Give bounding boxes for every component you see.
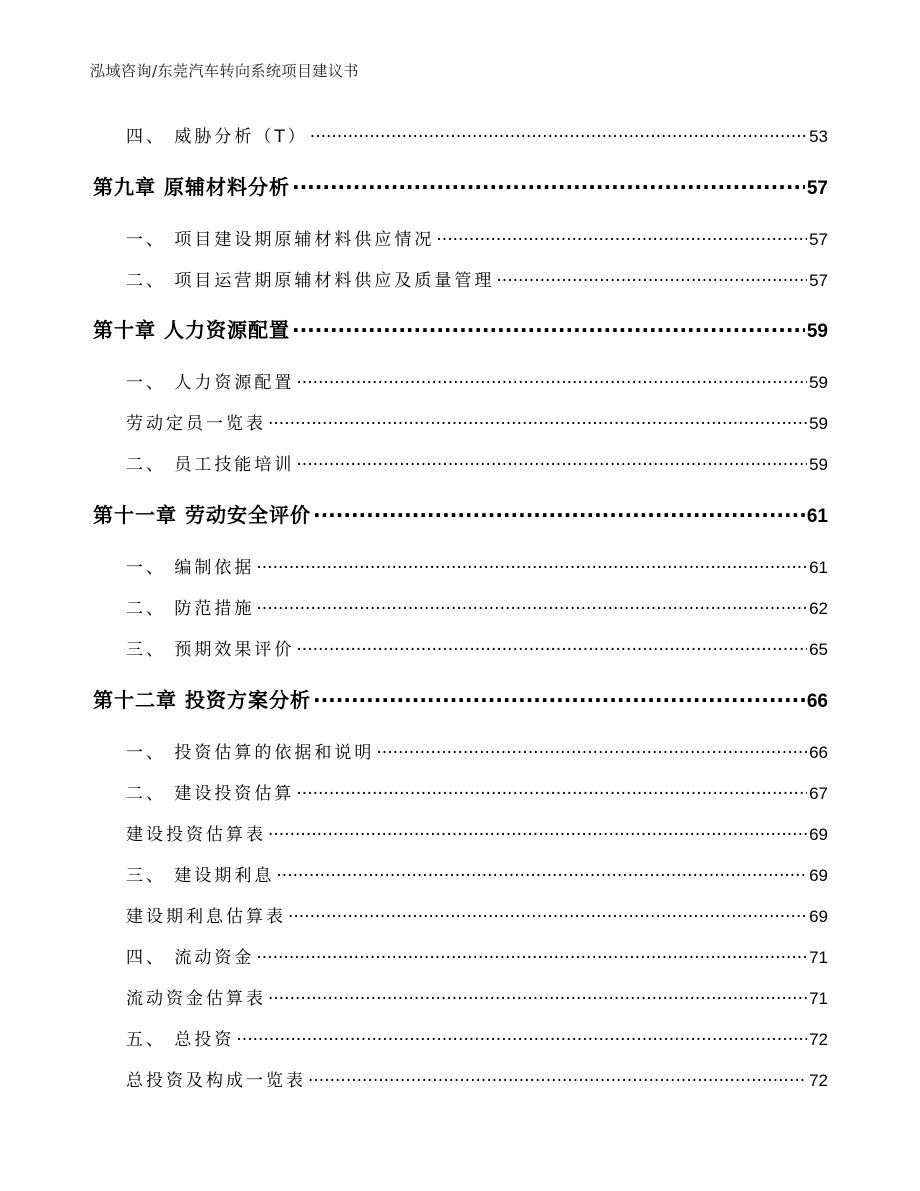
- toc-entry-label: 第十二章 投资方案分析: [93, 688, 311, 712]
- toc-entry-page: 57: [809, 230, 828, 249]
- toc-entry-page: 59: [809, 455, 828, 474]
- toc-entry-label: 一、 人力资源配置: [126, 373, 295, 393]
- toc-entry-label: 二、 建设投资估算: [126, 784, 295, 804]
- toc-entry[interactable]: [126, 266, 828, 291]
- toc-chapter-entry[interactable]: [93, 684, 828, 713]
- toc-leader-dots: [296, 638, 807, 655]
- toc-leader-dots: [256, 946, 807, 963]
- toc-entry-page: 69: [809, 866, 828, 885]
- toc-entry-label: 二、 员工技能培训: [126, 455, 295, 475]
- toc-entry[interactable]: [126, 902, 828, 927]
- toc-entry-page: 59: [806, 321, 828, 342]
- toc-entry[interactable]: [126, 409, 828, 434]
- toc-leader-dots: [268, 823, 807, 840]
- toc-entry-label: 第十一章 劳动安全评价: [93, 503, 311, 527]
- toc-leader-dots: [308, 1069, 807, 1086]
- toc-entry-page: 59: [809, 414, 828, 433]
- toc-leader-dots: [236, 1028, 807, 1045]
- toc-entry[interactable]: [126, 984, 828, 1009]
- toc-entry-page: 69: [809, 825, 828, 844]
- toc-leader-dots: [296, 453, 807, 470]
- toc-leader-dots: [288, 905, 807, 922]
- toc-entry-page: 71: [809, 989, 828, 1008]
- toc-entry-page: 61: [806, 506, 828, 527]
- toc-entry-page: 72: [809, 1030, 828, 1049]
- toc-entry-label: 劳动定员一览表: [126, 414, 266, 434]
- toc-chapter-entry[interactable]: [93, 499, 828, 528]
- toc-leader-dots: [256, 556, 807, 573]
- toc-entry[interactable]: [126, 368, 828, 393]
- toc-entry-page: 59: [809, 373, 828, 392]
- toc-leader-dots: [268, 987, 807, 1004]
- toc-entry-page: 53: [809, 127, 828, 146]
- toc-leader-dots: [496, 269, 807, 286]
- toc-entry[interactable]: [126, 1066, 828, 1091]
- running-header: 泓域咨询/东莞汽车转向系统项目建议书: [90, 62, 360, 80]
- toc-leader-dots: [376, 741, 807, 758]
- toc-entry-label: 四、 威胁分析（T）: [126, 127, 308, 147]
- toc-entry[interactable]: [126, 1025, 828, 1050]
- toc-leader-dots: [296, 371, 807, 388]
- toc-entry-page: 65: [809, 640, 828, 659]
- toc-entry[interactable]: [126, 553, 828, 578]
- toc-chapter-entry[interactable]: [93, 314, 828, 343]
- toc-entry-label: 建设期利息估算表: [126, 907, 286, 927]
- toc-entry-label: 建设投资估算表: [126, 825, 266, 845]
- toc-leader-dots: [436, 228, 807, 245]
- toc-entry-page: 57: [806, 178, 828, 199]
- toc-entry-label: 一、 项目建设期原辅材料供应情况: [126, 230, 435, 250]
- toc-entry[interactable]: [126, 450, 828, 475]
- toc-entry-page: 67: [809, 784, 828, 803]
- toc-entry[interactable]: [126, 738, 828, 763]
- toc-entry[interactable]: [126, 635, 828, 660]
- toc-entry-label: 二、 项目运营期原辅材料供应及质量管理: [126, 271, 495, 291]
- toc-leader-dots: [256, 597, 807, 614]
- toc-entry-label: 四、 流动资金: [126, 948, 255, 968]
- toc-entry-label: 总投资及构成一览表: [126, 1071, 306, 1091]
- toc-leader-dots: [268, 412, 807, 429]
- toc-chapter-entry[interactable]: [93, 171, 828, 200]
- toc-entry-label: 一、 编制依据: [126, 558, 255, 578]
- toc-entry-page: 66: [809, 743, 828, 762]
- toc-leader-dots: [292, 174, 805, 194]
- toc-entry-page: 61: [809, 558, 828, 577]
- toc-entry[interactable]: [126, 594, 828, 619]
- toc-entry-label: 第九章 原辅材料分析: [93, 175, 290, 199]
- toc-leader-dots: [276, 864, 807, 881]
- toc-entry-page: 71: [809, 948, 828, 967]
- toc-entry-label: 五、 总投资: [126, 1030, 235, 1050]
- toc-entry-label: 流动资金估算表: [126, 989, 266, 1009]
- toc-entry-label: 第十章 人力资源配置: [93, 318, 290, 342]
- toc-entry[interactable]: [126, 779, 828, 804]
- toc-entry-page: 72: [809, 1071, 828, 1090]
- toc-entry[interactable]: [126, 122, 828, 147]
- toc-entry-label: 三、 建设期利息: [126, 866, 275, 886]
- toc-leader-dots: [296, 782, 807, 799]
- toc-entry-label: 三、 预期效果评价: [126, 640, 295, 660]
- toc-entry[interactable]: [126, 943, 828, 968]
- toc-entry-label: 一、 投资估算的依据和说明: [126, 743, 375, 763]
- toc-leader-dots: [313, 502, 805, 522]
- toc-leader-dots: [313, 687, 805, 707]
- toc-entry[interactable]: [126, 225, 828, 250]
- toc-entry[interactable]: [126, 861, 828, 886]
- toc-entry-label: 二、 防范措施: [126, 599, 255, 619]
- toc-entry-page: 62: [809, 599, 828, 618]
- toc-leader-dots: [310, 125, 807, 142]
- toc-leader-dots: [292, 317, 805, 337]
- toc-entry[interactable]: [126, 820, 828, 845]
- toc-entry-page: 66: [806, 691, 828, 712]
- toc-entry-page: 69: [809, 907, 828, 926]
- toc-entry-page: 57: [809, 271, 828, 290]
